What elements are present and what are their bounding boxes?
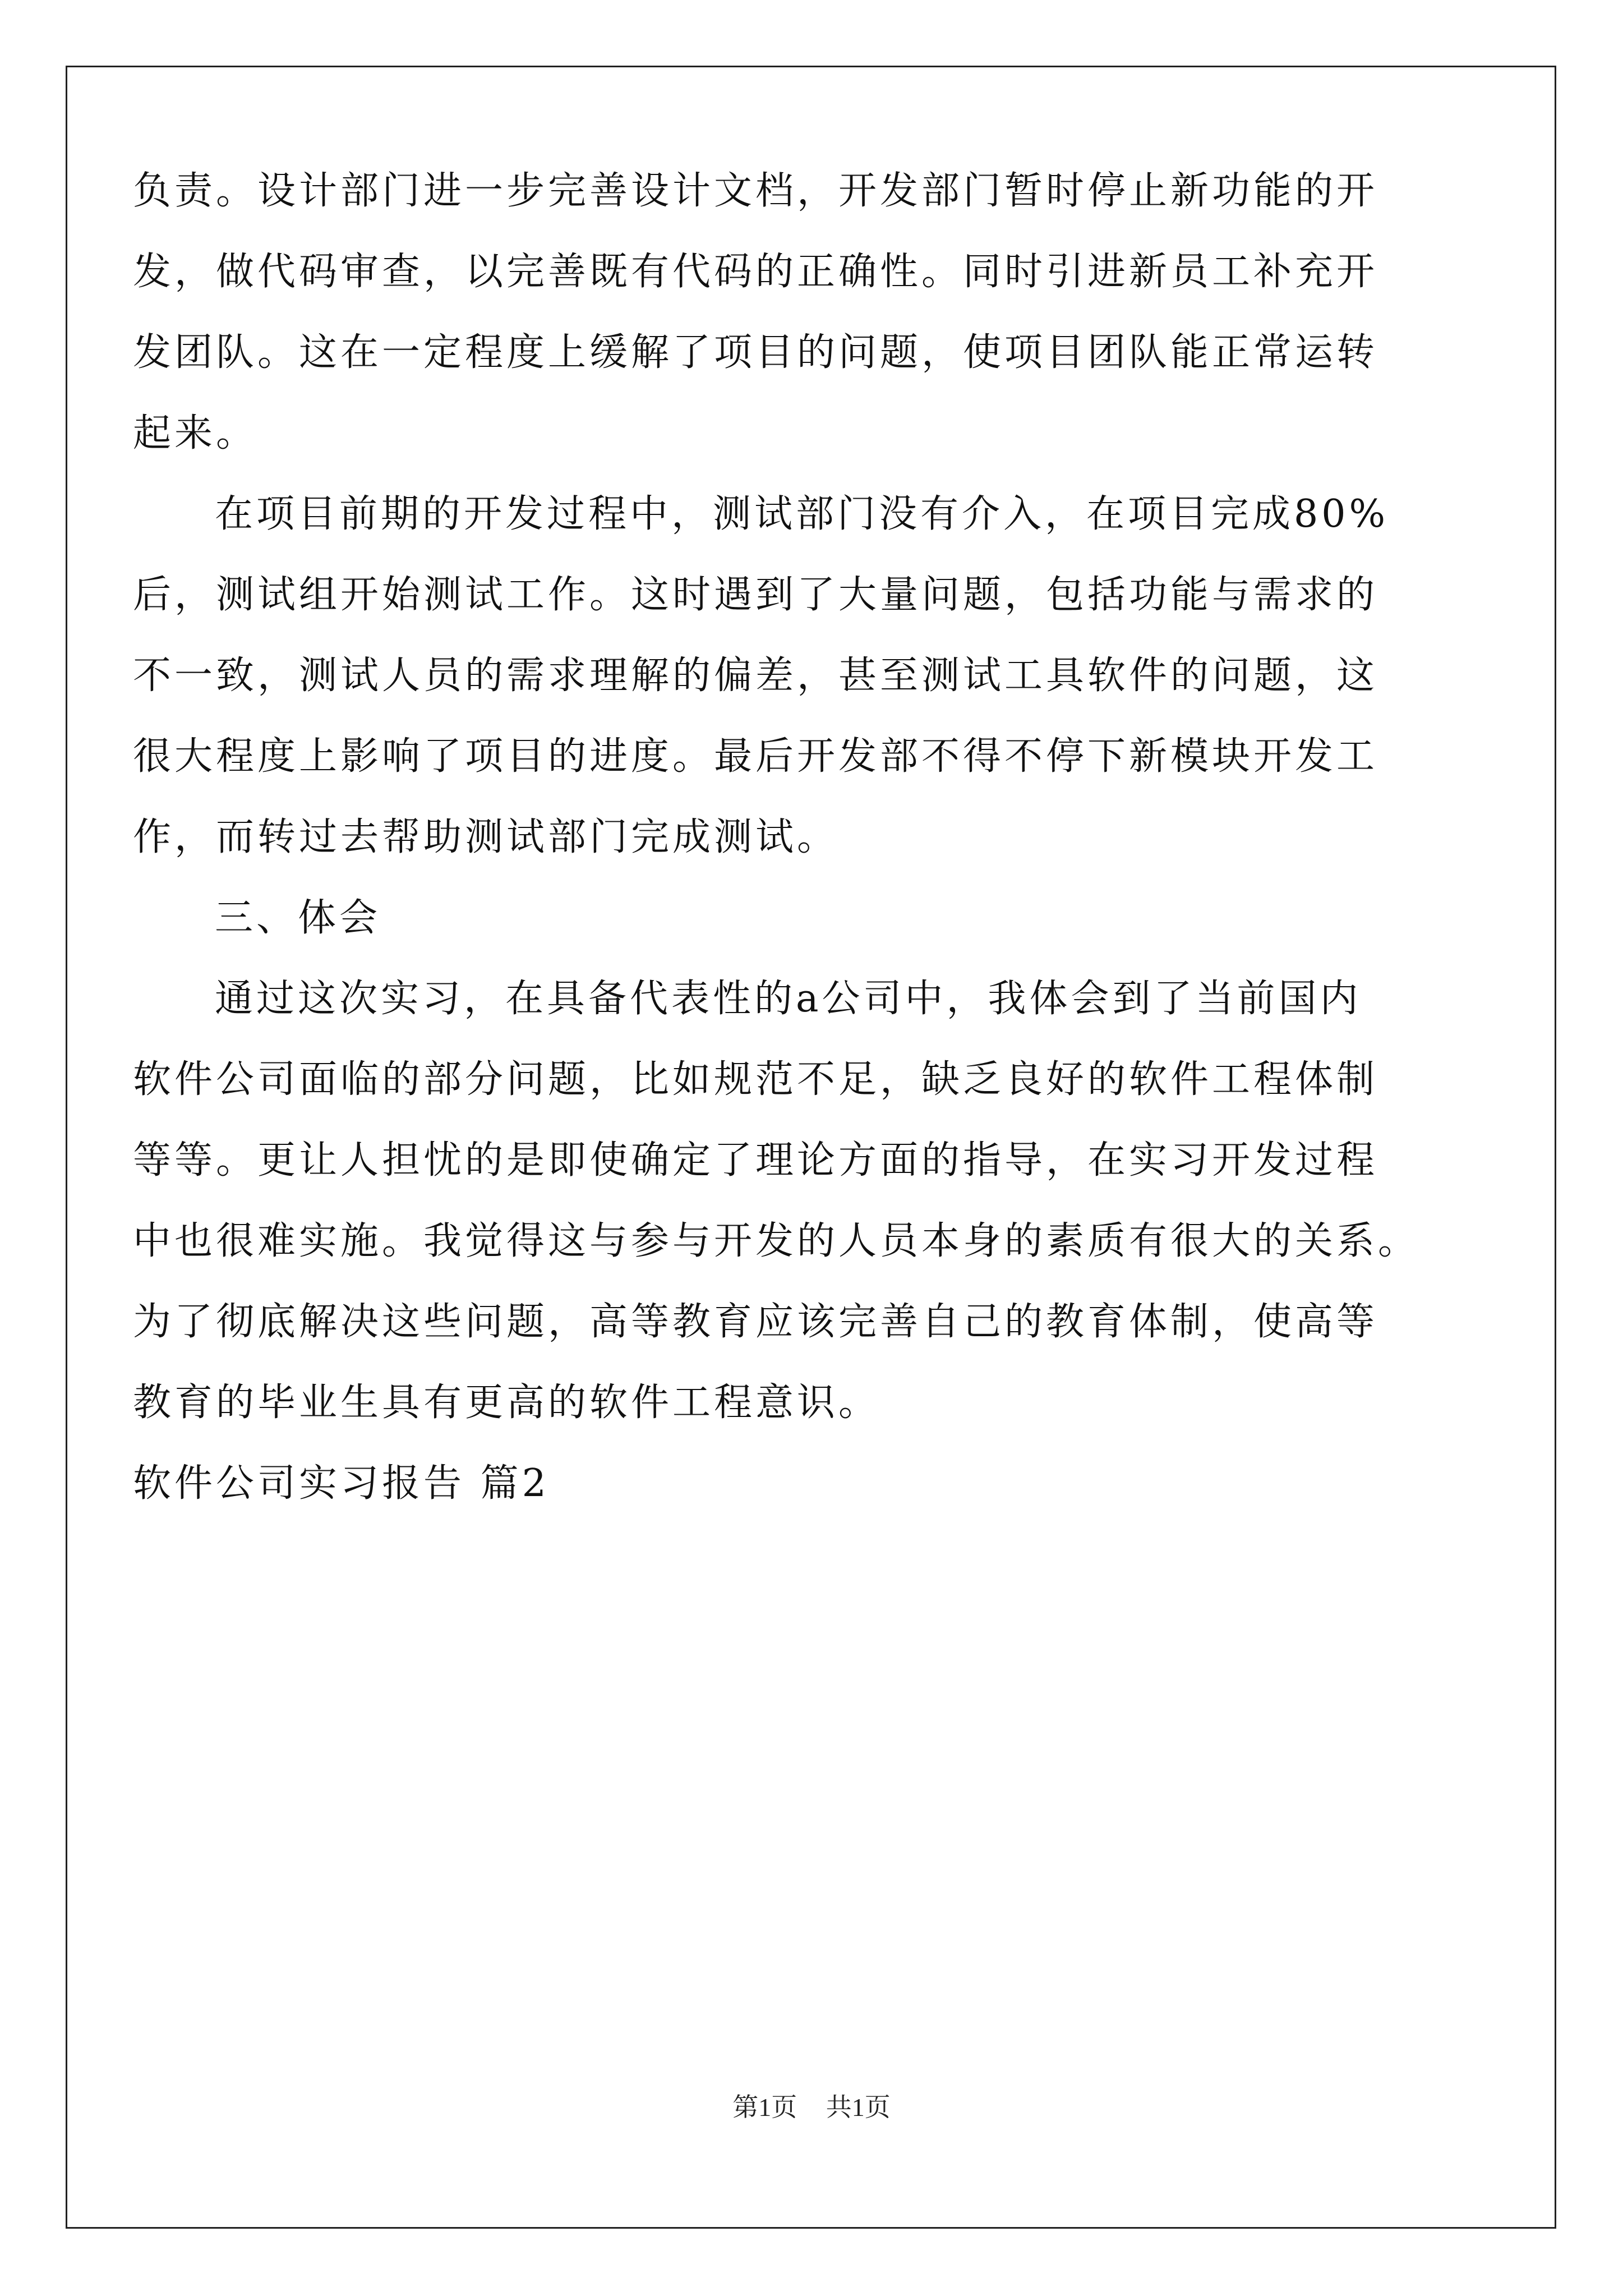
text-line: 负责。设计部门进一步完善设计文档，开发部门暂时停止新功能的开 <box>133 169 1378 213</box>
section-heading: 三、体会 <box>215 896 381 940</box>
text-line: 教育的毕业生具有更高的软件工程意识。 <box>133 1381 880 1425</box>
text-line: 后，测试组开始测试工作。这时遇到了大量问题，包括功能与需求的 <box>133 573 1378 617</box>
page-footer <box>0 2091 1623 2124</box>
page-total: 共1页 <box>826 2093 891 2122</box>
text-line: 很大程度上影响了项目的进度。最后开发部不得不停下新模块开发工 <box>133 734 1378 779</box>
next-section-title: 软件公司实习报告 篇2 <box>133 1461 550 1506</box>
text-line: 等等。更让人担忧的是即使确定了理论方面的指导，在实习开发过程 <box>133 1138 1378 1182</box>
document-body <box>133 168 1479 1542</box>
text-line: 发，做代码审查，以完善既有代码的正确性。同时引进新员工补充开 <box>133 250 1378 294</box>
paragraph <box>133 976 1479 1461</box>
text-line: 通过这次实习，在具备代表性的a公司中，我体会到了当前国内 <box>215 977 1362 1021</box>
text-line: 中也很难实施。我觉得这与参与开发的人员本身的素质有很大的关系。 <box>133 1219 1420 1263</box>
text-line: 不一致，测试人员的需求理解的偏差，甚至测试工具软件的问题，这 <box>133 654 1378 698</box>
text-line: 发团队。这在一定程度上缓解了项目的问题，使项目团队能正常运转 <box>133 330 1378 375</box>
paragraph <box>133 491 1479 895</box>
text-line: 起来。 <box>133 411 258 455</box>
text-line: 在项目前期的开发过程中，测试部门没有介入，在项目完成80% <box>215 492 1389 536</box>
text-line: 软件公司面临的部分问题，比如规范不足，缺乏良好的软件工程体制 <box>133 1057 1378 1102</box>
page-number: 第1页 <box>732 2093 797 2122</box>
paragraph <box>133 168 1479 491</box>
text-line: 为了彻底解决这些问题，高等教育应该完善自己的教育体制，使高等 <box>133 1300 1378 1344</box>
text-line: 作，而转过去帮助测试部门完成测试。 <box>133 815 839 859</box>
